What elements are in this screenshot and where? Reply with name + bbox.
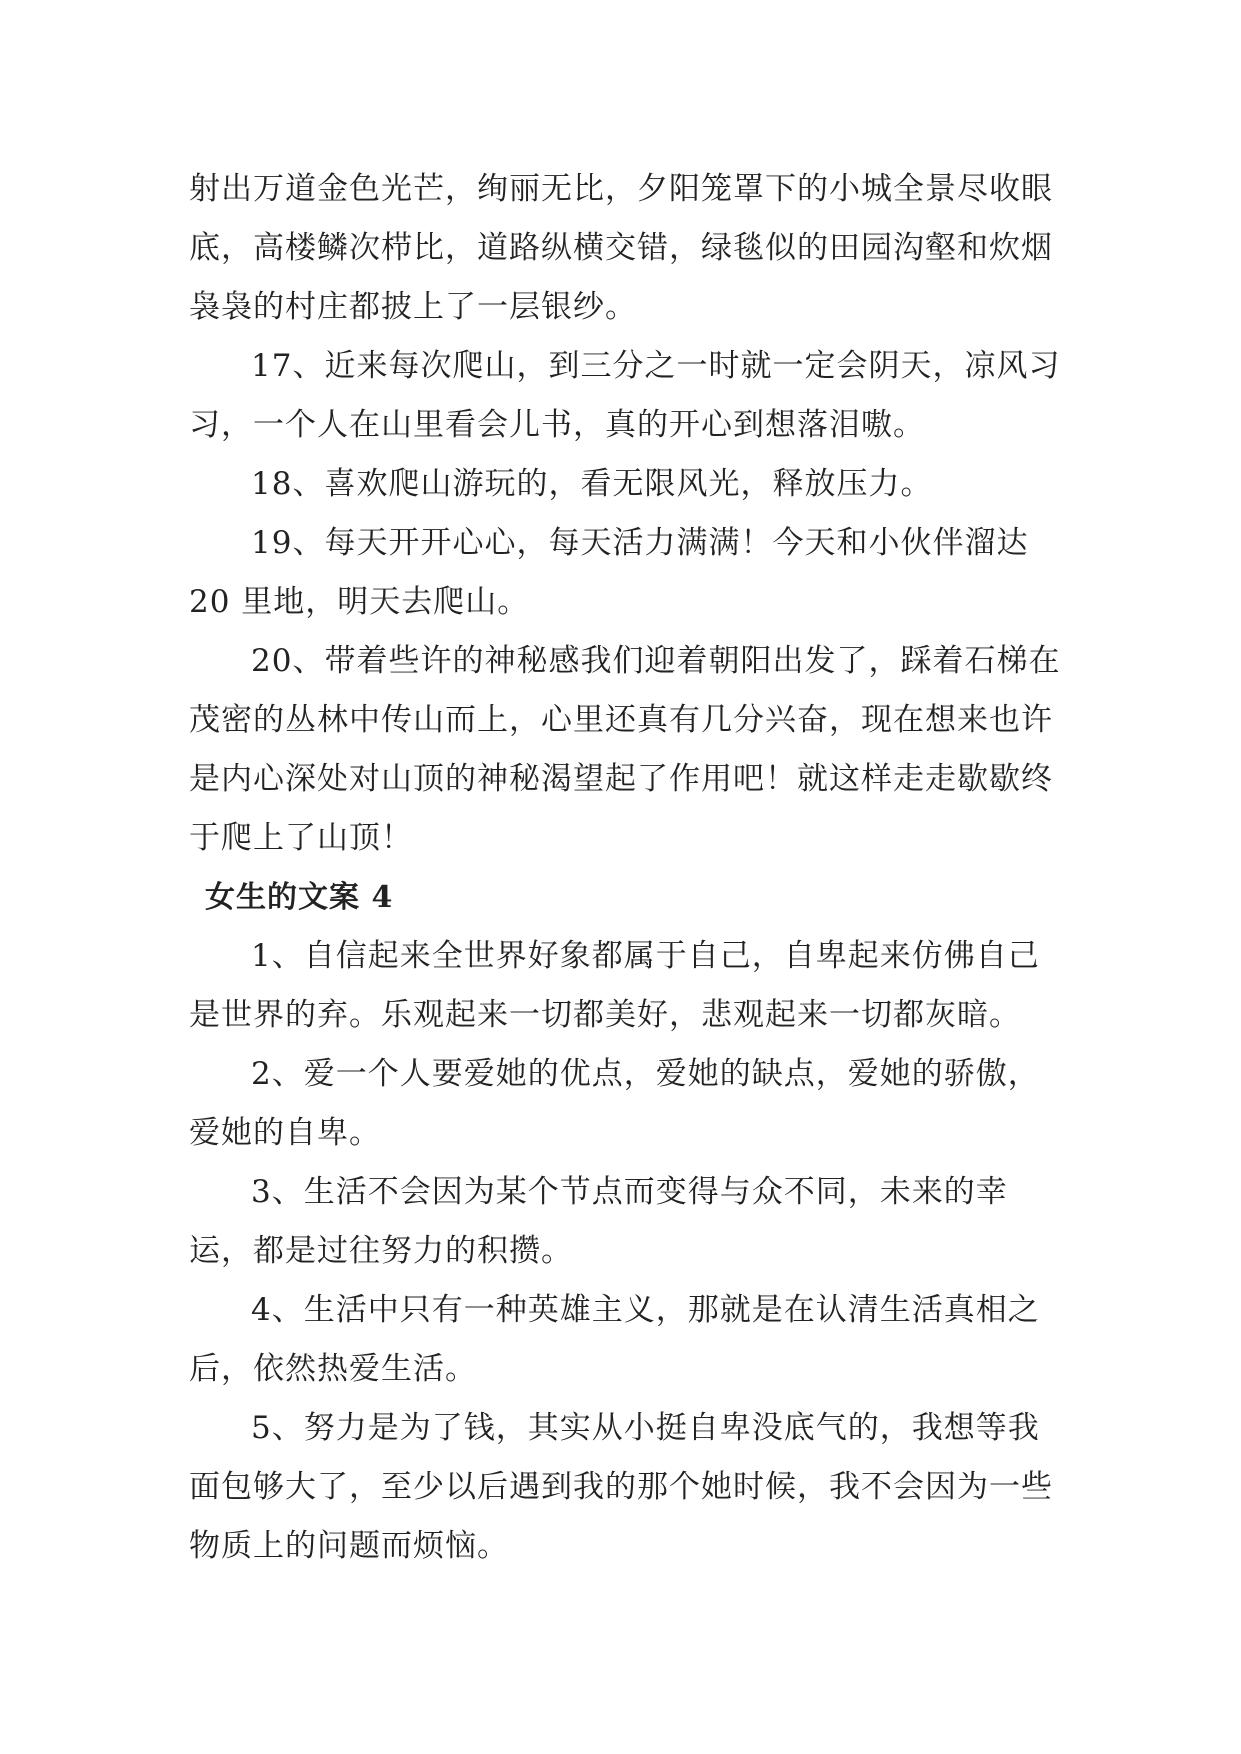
section-heading: 女生的文案 4 bbox=[205, 880, 394, 915]
paragraph-item-19: 19、每天开开心心，每天活力满满！今天和小伙伴溜达20 里地，明天去爬山。 bbox=[189, 525, 1029, 620]
paragraph-item-5: 5、努力是为了钱，其实从小挺自卑没底气的，我想等我面包够大了，至少以后遇到我的那个她时候，我不会因为一些物质上的问题而烦恼。 bbox=[189, 1410, 1053, 1564]
paragraph-item-4: 4、生活中只有一种英雄主义，那就是在认清生活真相之后，依然热爱生活。 bbox=[189, 1292, 1040, 1387]
paragraph-item-18: 18、喜欢爬山游玩的，看无限风光，释放压力。 bbox=[251, 466, 933, 502]
paragraph-item-20: 20、带着些许的神秘感我们迎着朝阳出发了，踩着石梯在茂密的丛林中传山而上，心里还真有几分兴奋，现在想来也许是内心深处对山顶的神秘渴望起了作用吧！就这样走走歇歇终于爬上了山顶！ bbox=[189, 643, 1061, 856]
paragraph-item-17: 17、近来每次爬山，到三分之一时就一定会阴天，凉风习习，一个人在山里看会儿书，真的开心到想落泪嗷。 bbox=[189, 348, 1061, 443]
paragraph-continuation: 射出万道金色光芒，绚丽无比，夕阳笼罩下的小城全景尽收眼底，高楼鳞次栉比，道路纵横交错，绿毯似的田园沟壑和炊烟袅袅的村庄都披上了一层银纱。 bbox=[189, 171, 1053, 325]
paragraph-item-1: 1、自信起来全世界好象都属于自己，自卑起来仿佛自己是世界的弃。乐观起来一切都美好，悲观起来一切都灰暗。 bbox=[189, 938, 1040, 1033]
paragraph-item-2: 2、爱一个人要爱她的优点，爱她的缺点，爱她的骄傲，爱她的自卑。 bbox=[189, 1056, 1040, 1151]
paragraph-item-3: 3、生活不会因为某个节点而变得与众不同，未来的幸运，都是过往努力的积攒。 bbox=[189, 1174, 1008, 1269]
document-body bbox=[189, 160, 1069, 1576]
